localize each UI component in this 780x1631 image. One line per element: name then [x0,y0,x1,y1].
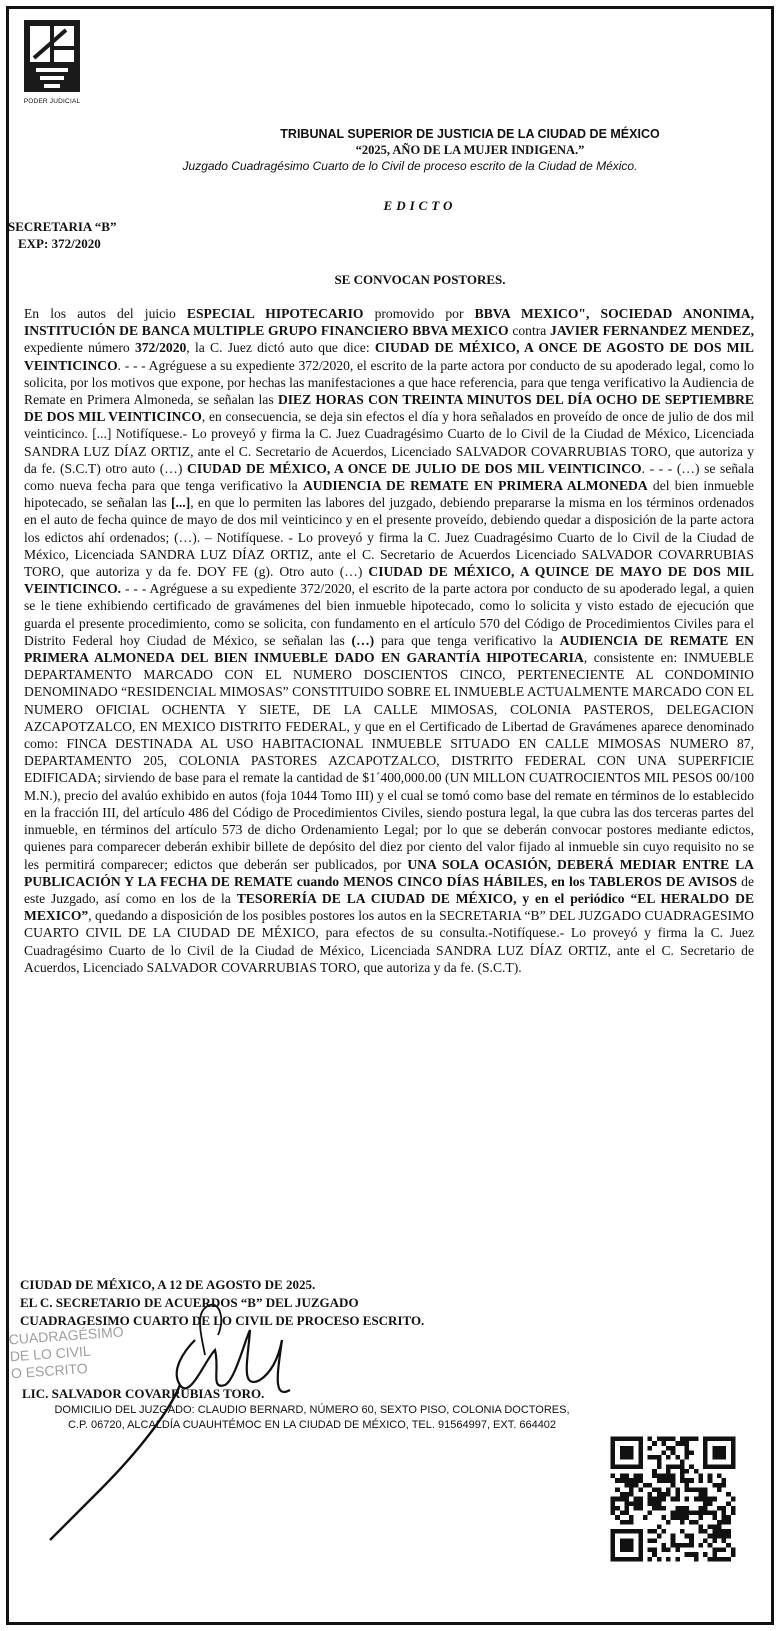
edict-body [24,305,754,976]
body-bold: ESPECIAL HIPOTECARIO [186,306,364,321]
qr-code [606,1432,740,1566]
body-text: del bien inmueble hipotecado, se señalan las [24,478,755,511]
closing-court: CUADRAGESIMO CUARTO DE LO CIVIL DE PROCESO ESCRITO. [20,1313,425,1328]
body-text: . - - - (…) se señala como nueva fecha para que tenga verificativo la [24,460,754,494]
body-bold: 372/2020 [134,340,187,356]
body-text: para que tenga verificativo la [374,632,560,648]
stamp-line: DE LO CIVIL [9,1342,92,1365]
body-text: , la C. Juez dictó auto que dice: [186,340,375,356]
closing-secretary-title: EL C. SECRETARIO DE ACUERDOS “B” DEL JUZGADO [20,1295,359,1310]
court-name: TRIBUNAL SUPERIOR DE JUSTICIA DE LA CIUDAD DE MÉXICO [280,127,660,141]
body-text: , consistente en: INMUEBLE DEPARTAMENTO MARCADO CON EL NUMERO DOSCIENTOS CINCO, PERTENECIENTE AL CONDOMINIO DENOMINADO “RESIDENCIAL MIMOSAS” CONSTITUIDO SOBRE EL INMUEBLE ACTUALMENTE MARCADO CON EL NUMERO OFICIAL OCHENTA Y SIETE, DE LA CALLE MIMOSAS, COLONIA PASTEROS, DELEGACION AZCAPOTZALCO, EN MEXICO DISTRITO FEDERAL, y que en el Certificado de Libertad de Gravámenes aparece denominado como: FINCA DESTINADA AL USO HABITACIONAL INMUEBLE SITUADO EN CALLE MIMOSAS NUMERO 87, DEPARTAMENTO 205, COLONIA PASTORES AZCAPOTZALCO, DISTRITO FEDERAL CON UNA SUPERFICIE EDIFICADA; sirviendo de base para el remate la cantidad de $1´400,000.00 (UN MILLON CUATROCIENTOS MIL PESOS 00/100 M.N.), precio del avalúo exhibido en autos (foja 1044 Tomo III) y el cual se tomó como base del remate en términos de lo establecido en la fracción III, del artículo 486 del Código de Procedimientos Civiles, siendo postura legal, la que cubra las dos terceras partes del inmueble, en términos del artículo 573 de dicho Ordenamiento Legal; por lo que se deberán convocar postores mediante edictos, quienes para comparecer deberán exhibir billete de depósito del diez por ciento del valor fijado al inmueble sin cuyo requisito no se les permitirá comparecer; edictos que deberán ser publicados, por [24,650,754,872]
signer-name: LIC. SALVADOR COVARRUBIAS TORO. [22,1386,265,1401]
body-text: , en que lo permiten las labores del juzgado, debiendo prepararse la misma en los términos ordenados en el auto de fecha quince de mayo de dos mil veinticinco y en el presente proveído, debiendo quedar a disposición de la parte actora los edictos ahí ordenados; (…). – Notifíquese. - Lo proveyó y firma la C. Juez Cuadragésimo Cuarto de lo Civil de la Ciudad de México, Licenciada SANDRA LUZ DÍAZ ORTIZ, ante el C. Secretario de Acuerdos Licenciado SALVADOR COVARRUBIAS TORO, que autoriza y da fe. DOY FE (g). Otro auto (…) [24,495,754,580]
body-text: expediente número [24,340,135,356]
address-line: C.P. 06720, ALCALDÍA CUAUHTÉMOC EN LA CIUDAD DE MÉXICO, TEL. 91564997, EXT. 664402 [67,1419,557,1431]
document-title: EDICTO [383,198,457,213]
body-text: de este Juzgado, así como en los de la [24,873,754,906]
body-bold: JAVIER FERNANDEZ MENDEZ, [550,323,755,339]
body-bold: CIUDAD DE MÉXICO, A ONCE DE JULIO DE DOS MIL VEINTICINCO [187,460,642,476]
court-emblem-icon [22,18,82,96]
address-line: DOMICILIO DEL JUZGADO: CLAUDIO BERNARD, NÚMERO 60, SEXTO PISO, COLONIA DOCTORES, [54,1404,570,1416]
body-text: . - - - Agréguese a su expediente 372/2020, el escrito de la parte actora por conducto de su apoderado legal, como lo solicita, por los motivos que expone, por hechas las manifestaciones a que hace referencia, para que tenga verificativo la Audiencia de Remate en Primera Almoneda, se señalan las [24,357,754,408]
body-text: En los autos del juicio [24,306,187,321]
body-text: contra [508,323,551,339]
stamp-line: CUADRAGÉSIMO [8,1323,125,1348]
body-bold: AUDIENCIA DE REMATE EN PRIMERA ALMONEDA [302,478,648,494]
notice-subtitle: SE CONVOCAN POSTORES. [334,272,506,287]
document-header [60,126,760,174]
logo-caption: PODER JUDICIAL [23,98,81,105]
body-bold: cuando MENOS CINCO DÍAS HÁBILES, en los TABLEROS DE AVISOS [296,873,738,889]
body-text: - - - Agréguese a su expediente 372/2020, el escrito de la parte actora por conducto de su apoderado legal, a quien se le tiene exhibiendo certificado de gravámenes del bien inmueble hipotecado, como lo solicita y visto estado de ejecución que guarda el presente procedimiento, como se solicita, con fundamento en el artículo 570 del Código de Procedimientos Civiles para el Distrito Federal hoy Ciudad de México, se señalan las [24,581,754,648]
body-bold: CIUDAD DE MÉXICO, A ONCE DE AGOSTO DE DOS MIL VEINTICINCO [24,340,754,373]
secretaria-label: SECRETARIA “B” [8,219,117,234]
expediente-number: EXP: 372/2020 [18,236,101,251]
body-bold: TESORERÍA DE LA CIUDAD DE MÉXICO, y en el periódico “EL HERALDO DE MEXICO” [24,890,755,924]
body-bold: AUDIENCIA DE REMATE EN PRIMERA ALMONEDA DEL BIEN INMUEBLE DADO EN GARANTÍA HIPOTECARIA [24,632,755,666]
stamp-line: O ESCRITO [10,1360,89,1382]
body-bold: BBVA MEXICO", SOCIEDAD ANONIMA, INSTITUCIÓN DE BANCA MULTIPLE GRUPO FINANCIERO BBVA MEXICO [24,306,755,339]
body-bold: UNA SOLA OCASIÓN, DEBERÁ MEDIAR ENTRE LA PUBLICACIÓN Y LA FECHA DE REMATE [24,856,755,889]
body-bold: (…) [351,632,375,648]
body-text: , quedando a disposición de los posibles postores los autos en la SECRETARIA “B” DEL JUZGADO CUADRAGESIMO CUARTO CIVIL DE LA CIUDAD DE MÉXICO, para efectos de su consulta.-Notifíquese.- Lo proveyó y firma la C. Juez Cuadragésimo Cuarto de lo Civil de la Ciudad de México, Licenciada SANDRA LUZ DÍAZ ORTIZ, ante el C. Secretario de Acuerdos, Licenciado SALVADOR COVARRUBIAS TORO, que autoriza y da fe. (S.C.T). [24,908,754,975]
case-reference [8,218,116,252]
poder-judicial-logo [22,18,82,105]
body-text: , en consecuencia, se deja sin efectos el día y hora señalados en proveído de once de julio de dos mil veinticinco. [...] Notifíquese.- Lo proveyó y firma la C. Juez Cuadragésimo Cuarto de lo Civil de la Ciudad de México, Licenciada SANDRA LUZ DÍAZ ORTIZ, ante el C. Secretario de Acuerdos, Licenciado SALVADOR COVARRUBIAS TORO, que autoriza y da fe. (S.C.T) otro auto (…) [24,409,755,476]
juzgado-name: Juzgado Cuadragésimo Cuarto de lo Civil de proceso escrito de la Ciudad de México. [182,159,638,173]
body-bold: [...] [170,495,191,511]
closing-date: CIUDAD DE MÉXICO, A 12 DE AGOSTO DE 2025. [20,1277,316,1292]
court-seal-stamp [8,1321,167,1392]
body-bold: DIEZ HORAS CON TREINTA MINUTOS DEL DÍA OCHO DE SEPTIEMBRE DE DOS MIL VEINTICINCO [24,392,754,425]
court-address [14,1403,610,1433]
closing-block [20,1276,424,1330]
year-motto: “2025, AÑO DE LA MUJER INDIGENA.” [355,143,585,157]
body-bold: CIUDAD DE MÉXICO, A QUINCE DE MAYO DE DOS MIL VEINTICINCO. [24,564,754,597]
body-text: promovido por [363,306,475,321]
